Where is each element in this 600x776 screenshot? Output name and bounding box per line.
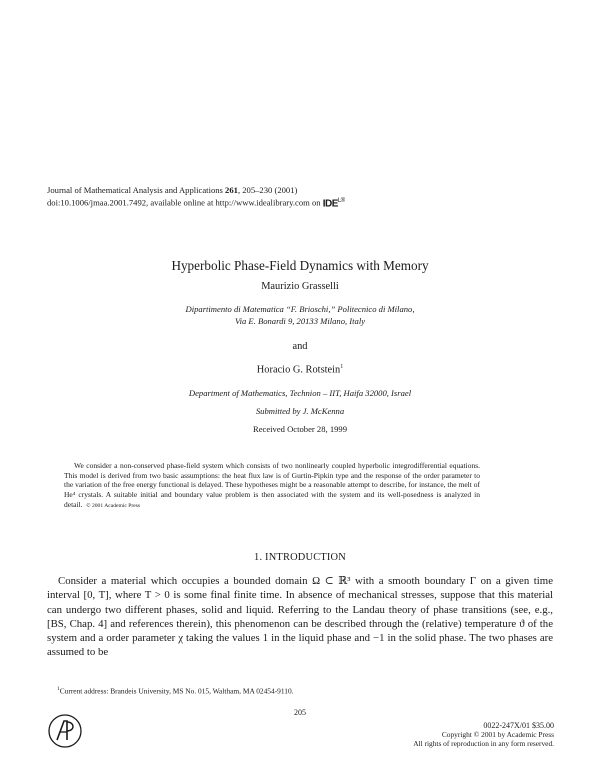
journal-header [47,185,467,209]
paper-title: Hyperbolic Phase-Field Dynamics with Memory [171,258,429,273]
abstract: We consider a non-conserved phase-field system which consists of two nonlinearly coupled hyperbolic integrodifferential equations. This model is derived from two basic assumptions: the heat flux law is of Gurtin-Pipkin type and the response of the order parameter to the variation of the free energy functional is delayed. These hypotheses might be a reasonable attempt to describe, for instance, the melt of He⁴ crystals. A suitable initial and boundary value problem is then associated with the system and its well-posedness is analyzed in detail. © 2001 Academic Press [64,461,480,509]
academic-press-logo [47,713,83,749]
and-separator: and [292,341,308,352]
submitted-by: Submitted by J. McKenna [255,406,345,416]
journal-doi: doi:10.1006/jmaa.2001.7492, available online at http://www.idealibrary.com on $IDE^{L®}$ [47,197,345,210]
journal-volume: 261 [225,185,238,195]
affiliation-technion: Department of Mathematics, Technion – IIT, Haifa 32000, Israel [188,388,412,398]
publisher-copyright: Copyright © 2001 by Academic Press [441,729,554,739]
publisher-info [413,722,554,748]
author-grasselli: Maurizio Grasselli [261,281,339,292]
section-heading: 1. INTRODUCTION [254,552,346,563]
ideal-logo: $IDE^{L®}$ [322,198,345,210]
received-date: Received October 28, 1999 [252,424,348,434]
publisher-rights: All rights of reproduction in any form reserved. [413,738,554,748]
journal-citation: Journal of Mathematical Analysis and Applications 261, 205–230 (2001) [47,185,298,195]
issn-price: 0022-247X/01 $35.00 [483,721,554,730]
footnote: $^1$Current address: Brandeis University, MS No. 015, Waltham, MA 02454-9110. [57,686,294,696]
intro-paragraph: Consider a material which occupies a bounded domain Ω ⊂ ℝ³ with a smooth boundary Γ on a given time interval [0, T], where T > 0 is some final finite time. In absence of mechanical stresses, suppose that this material can undergo two different phases, solid and liquid. Referring to the Landau theory of phase transitions (see, e.g., [BS, Chap. 4] and references therein), this phenomenon can be described through the (relative) temperature ϑ of the system and a order parameter χ taking the values 1 in the liquid phase and −1 in the solid phase. The two phases are assumed to be [47,575,553,659]
footnote-mark: 1 [340,364,344,370]
affiliation-milano: Dipartimento di Matematica “F. Brioschi,” Politecnico di Milano, Via E. Bonardi 9, 20133 Milano, Italy [185,304,415,326]
page-number: 205 [294,708,306,717]
abstract-copyright: © 2001 Academic Press [86,502,141,509]
author-rotstein: Horacio G. Rotstein$^1$ [256,364,344,376]
